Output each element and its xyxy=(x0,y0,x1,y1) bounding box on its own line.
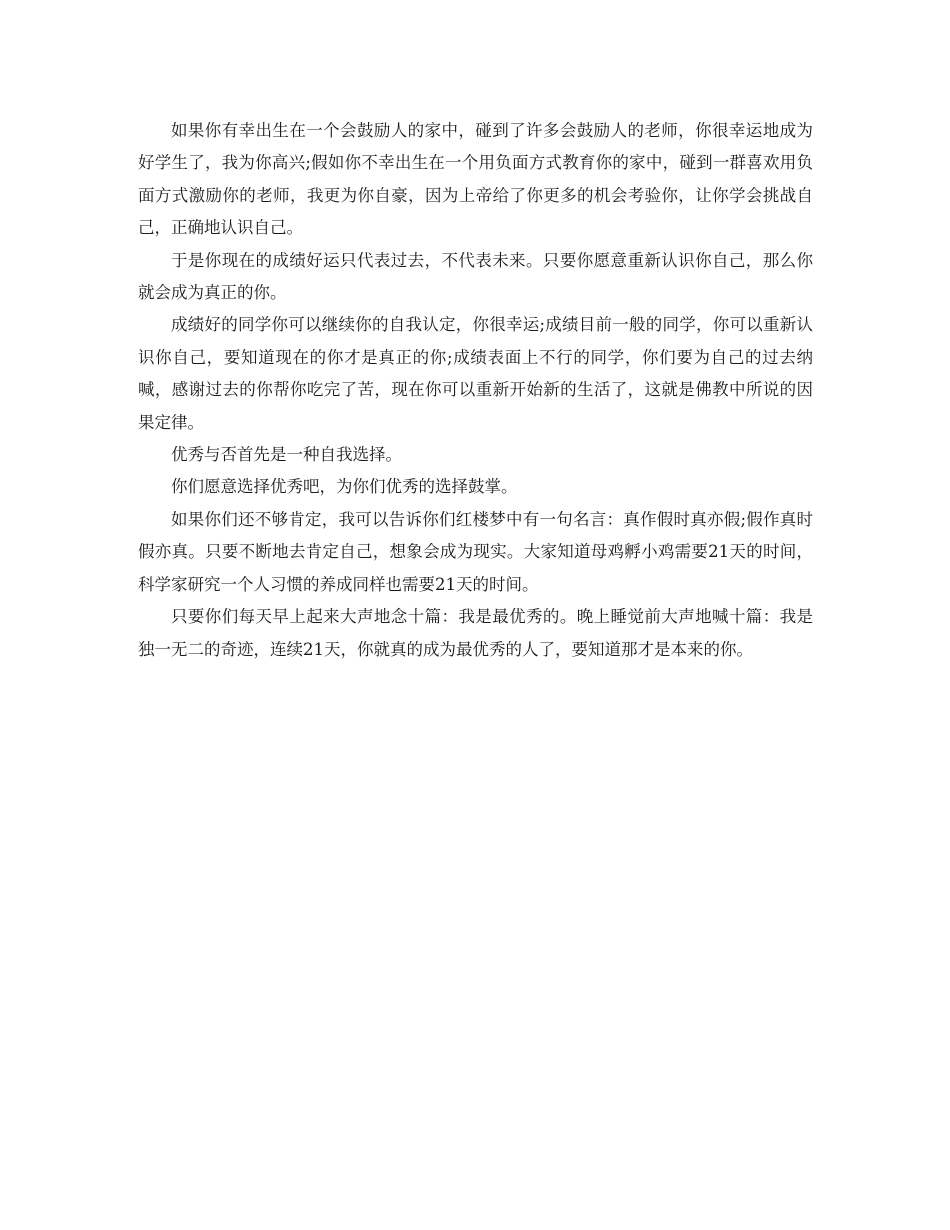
document-body xyxy=(138,115,813,666)
paragraph-4: 优秀与否首先是一种自我选择。 xyxy=(171,445,402,465)
paragraph-6: 如果你们还不够肯定，我可以告诉你们红楼梦中有一句名言：真作假时真亦假;假作真时假亦真。只要不断地去肯定自己，想象会成为现实。大家知道母鸡孵小鸡需要21天的时间，科学家研究一个人习惯的养成同样也需要21天的时间。 xyxy=(138,509,813,594)
paragraph-1: 如果你有幸出生在一个会鼓励人的家中，碰到了许多会鼓励人的老师，你很幸运地成为好学生了，我为你高兴;假如你不幸出生在一个用负面方式教育你的家中，碰到一群喜欢用负面方式激励你的老师，我更为你自豪，因为上帝给了你更多的机会考验你，让你学会挑战自己，正确地认识自己。 xyxy=(138,121,813,238)
paragraph-7: 只要你们每天早上起来大声地念十篇：我是最优秀的。晚上睡觉前大声地喊十篇：我是独一无二的奇迹，连续21天，你就真的成为最优秀的人了，要知道那才是本来的你。 xyxy=(138,607,813,659)
paragraph-5: 你们愿意选择优秀吧，为你们优秀的选择鼓掌。 xyxy=(171,477,518,497)
paragraph-2: 于是你现在的成绩好运只代表过去，不代表未来。只要你愿意重新认识你自己，那么你就会成为真正的你。 xyxy=(138,250,813,303)
paragraph-3: 成绩好的同学你可以继续你的自我认定，你很幸运;成绩目前一般的同学，你可以重新认识你自己，要知道现在的你才是真正的你;成绩表面上不行的同学，你们要为自己的过去纳喊，感谢过去的你帮你吃完了苦，现在你可以重新开始新的生活了，这就是佛教中所说的因果定律。 xyxy=(138,315,813,432)
